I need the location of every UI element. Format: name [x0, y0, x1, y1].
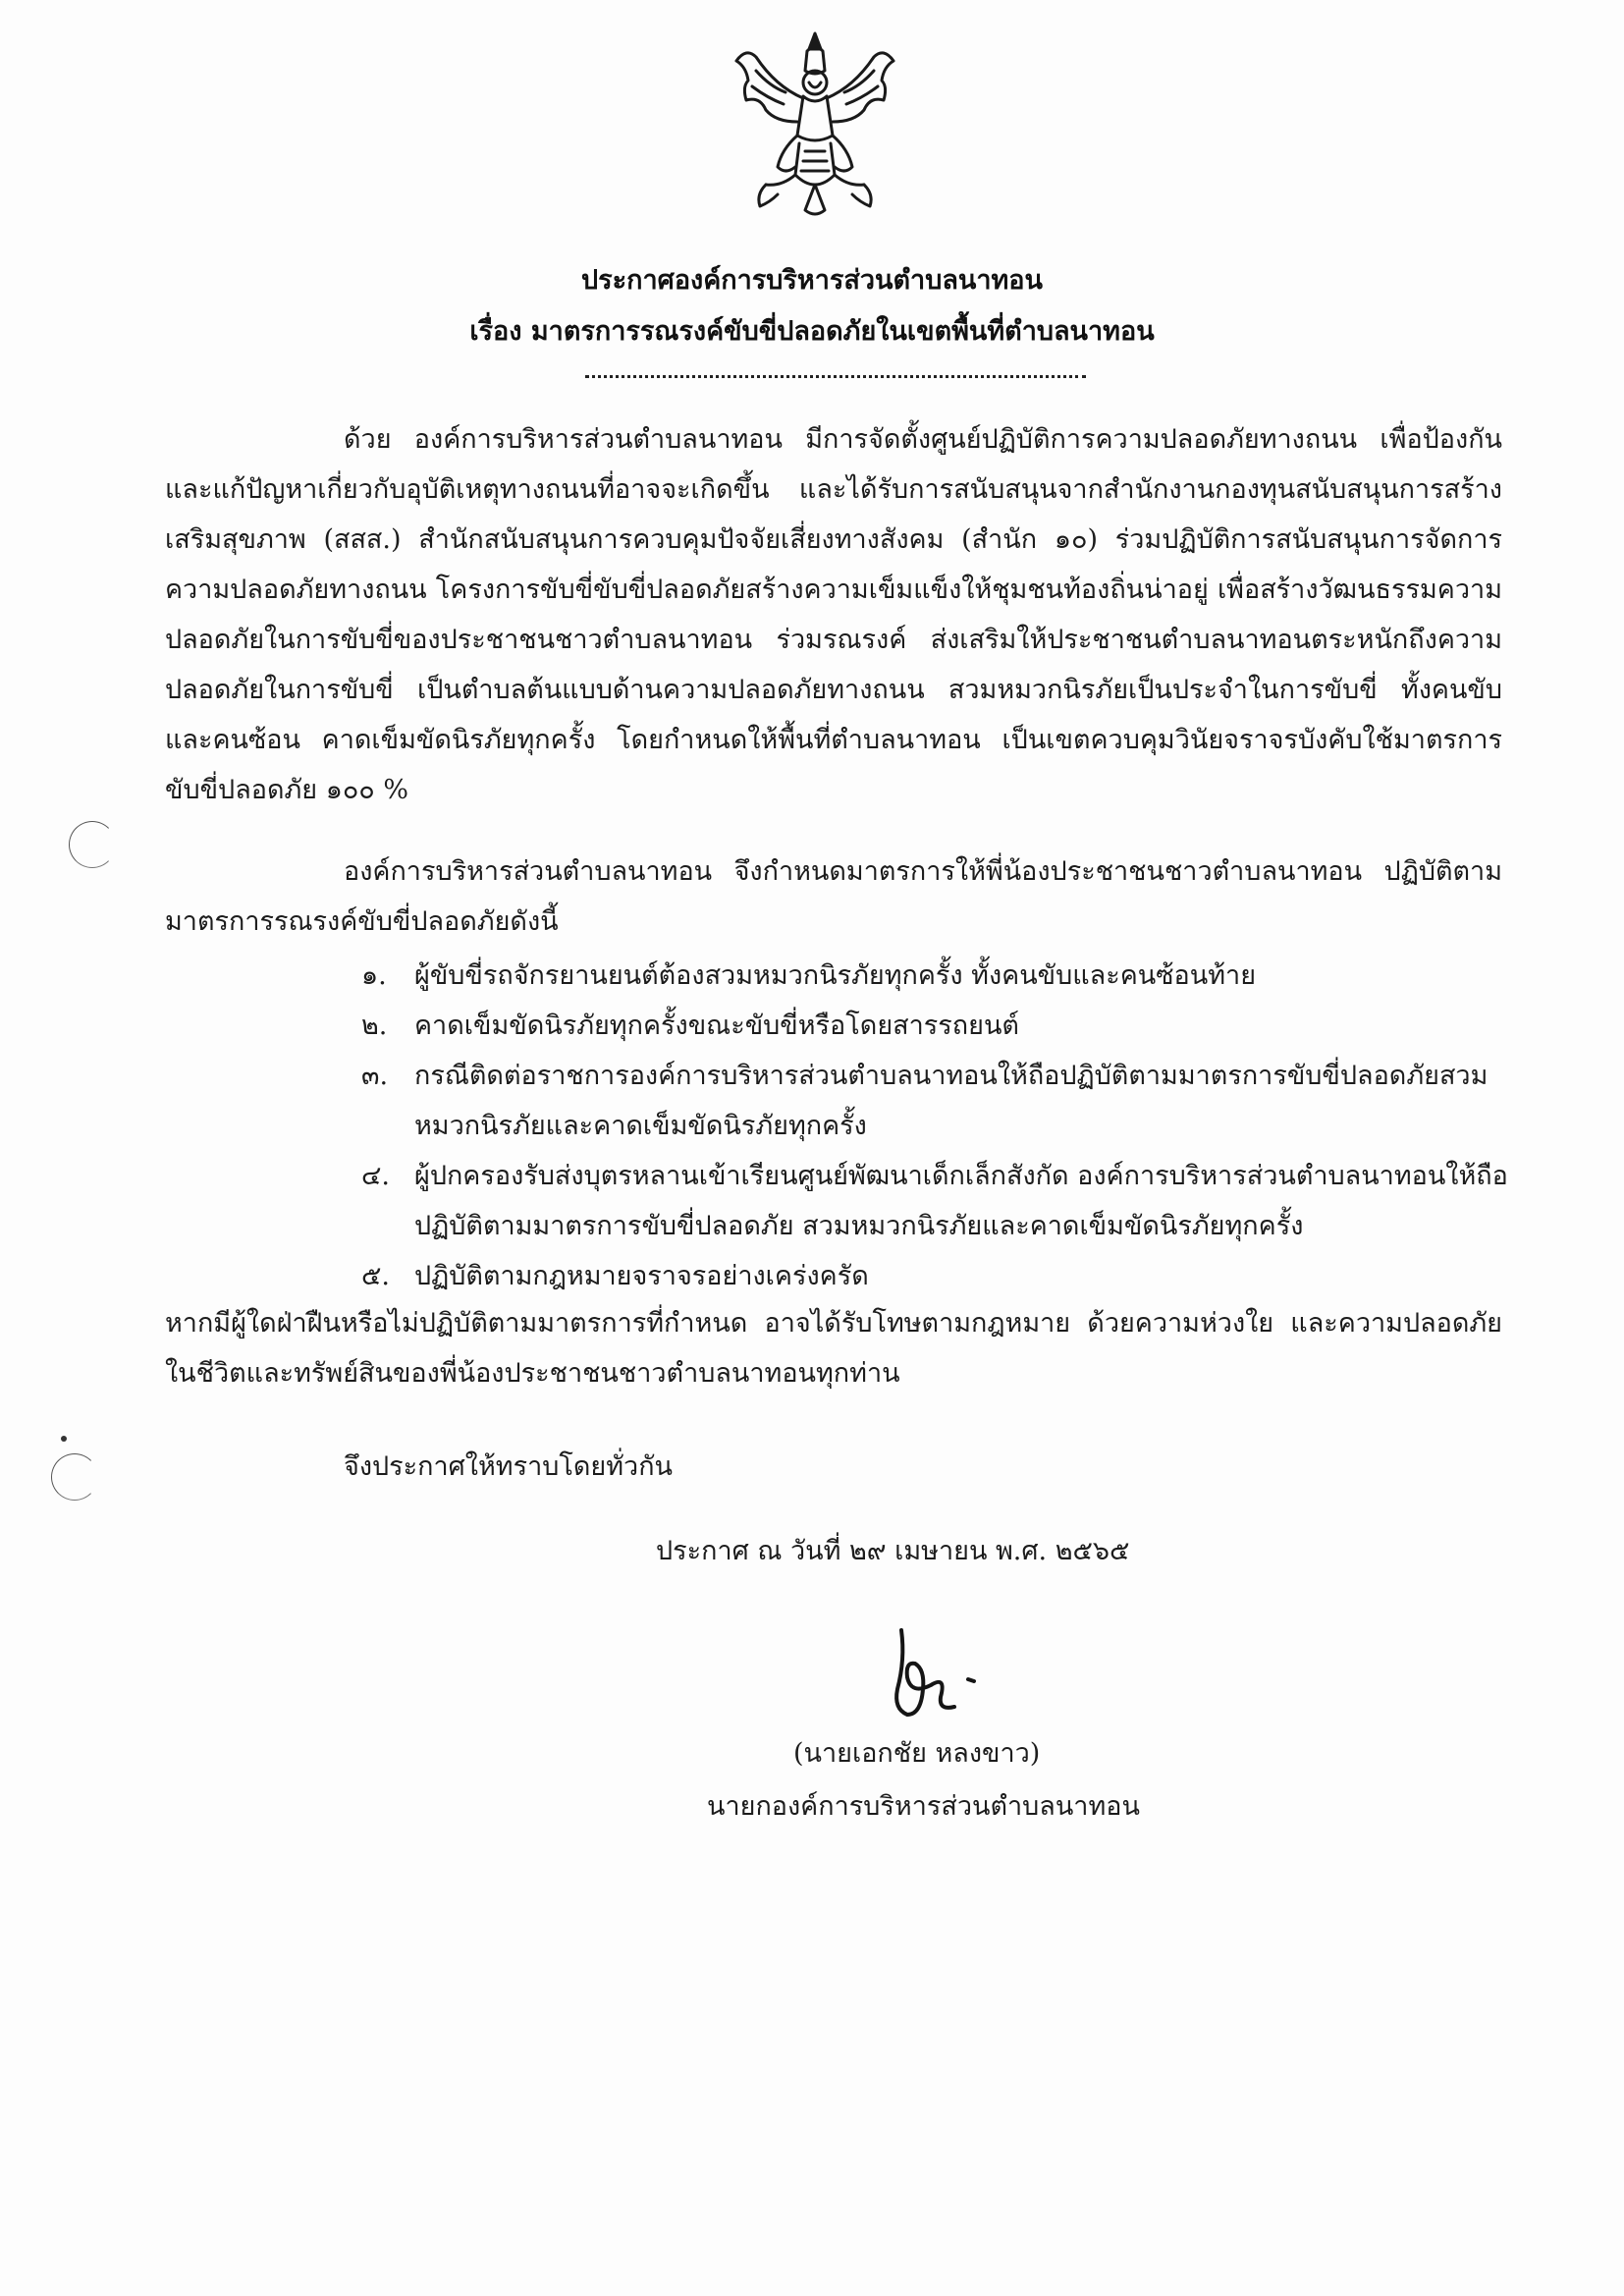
- list-item-number: ๑.: [361, 960, 387, 991]
- measures-list: [344, 951, 1512, 1301]
- list-item: [344, 1151, 1512, 1251]
- list-item-number: ๕.: [361, 1261, 391, 1291]
- punch-hole-mark: [69, 821, 116, 868]
- announcement-title: ประกาศองค์การบริหารส่วนตำบลนาทอน: [581, 265, 1043, 296]
- signer-name: (นายเอกชัย หลงขาว): [793, 1738, 1041, 1769]
- garuda-emblem-icon: [727, 27, 903, 224]
- list-item: [344, 1051, 1512, 1151]
- list-item-text: ผู้ปกครองรับส่งบุตรหลานเข้าเรียนศูนย์พัฒนาเด็กเล็กสังกัด องค์การบริหารส่วนตำบลนาทอนให้ถือปฏิบัติตามมาตรการขับขี่ปลอดภัย สวมหมวกนิรภัยและคาดเข็มขัดนิรภัยทุกครั้ง: [414, 1161, 1508, 1241]
- list-item-text: ปฏิบัติตามกฎหมายจราจรอย่างเคร่งครัด: [414, 1261, 869, 1291]
- paragraph-closing: จึงประกาศให้ทราบโดยทั่วกัน: [344, 1451, 673, 1482]
- announcement-date: ประกาศ ณ วันที่ ๒๙ เมษายน พ.ศ. ๒๕๖๕: [656, 1536, 1130, 1566]
- list-item-number: ๓.: [361, 1061, 389, 1091]
- dotted-divider: [585, 375, 1086, 378]
- paragraph-penalty: หากมีผู้ใดฝ่าฝืนหรือไม่ปฏิบัติตามมาตรการที่กำหนด อาจได้รับโทษตามกฎหมาย ด้วยความห่วงใย และความปลอดภัยในชีวิตและทรัพย์สินของพี่น้องประชาชนชาวตำบลนาทอนทุกท่าน: [165, 1308, 1502, 1389]
- punch-hole-mark: [51, 1453, 98, 1501]
- list-item: [344, 1001, 1512, 1051]
- list-item-number: ๒.: [361, 1011, 388, 1041]
- paper-speck: [61, 1436, 67, 1442]
- list-item-text: กรณีติดต่อราชการองค์การบริหารส่วนตำบลนาทอนให้ถือปฏิบัติตามมาตรการขับขี่ปลอดภัยสวมหมวกนิรภัยและคาดเข็มขัดนิรภัยทุกครั้ง: [414, 1061, 1489, 1141]
- handwritten-signature-icon: [872, 1620, 1009, 1728]
- list-item-number: ๔.: [361, 1161, 391, 1191]
- paragraph-background: ด้วย องค์การบริหารส่วนตำบลนาทอน มีการจัดตั้งศูนย์ปฏิบัติการความปลอดภัยทางถนน เพื่อป้องกันและแก้ปัญหาเกี่ยวกับอุบัติเหตุทางถนนที่อาจจะเกิดขึ้น และได้รับการสนับสนุนจากสำนักงานกองทุนสนับสนุนการสร้างเสริมสุขภาพ (สสส.) สำนักสนับสนุนการควบคุมปัจจัยเสี่ยงทางสังคม (สำนัก ๑๐) ร่วมปฏิบัติการสนับสนุนการจัดการความปลอดภัยทางถนน โครงการขับขี่ขับขี่ปลอดภัยสร้างความเข็มแข็งให้ชุมชนท้องถิ่นน่าอยู่ เพื่อสร้างวัฒนธรรมความปลอดภัยในการขับขี่ของประชาชนชาวตำบลนาทอน ร่วมรณรงค์ ส่งเสริมให้ประชาชนตำบลนาทอนตระหนักถึงความปลอดภัยในการขับขี่ เป็นตำบลต้นแบบด้านความปลอดภัยทางถนน สวมหมวกนิรภัยเป็นประจำในการขับขี่ ทั้งคนขับและคนซ้อน คาดเข็มขัดนิรภัยทุกครั้ง โดยกำหนดให้พื้นที่ตำบลนาทอน เป็นเขตควบคุมวินัยจราจรบังคับใช้มาตรการขับขี่ปลอดภัย ๑๐๐ %: [165, 424, 1502, 805]
- list-item: [344, 951, 1512, 1001]
- list-item-text: ผู้ขับขี่รถจักรยานยนต์ต้องสวมหมวกนิรภัยทุกครั้ง ทั้งคนขับและคนซ้อนท้าย: [414, 960, 1257, 991]
- signer-position: นายกองค์การบริหารส่วนตำบลนาทอน: [707, 1791, 1140, 1822]
- paragraph-measures-intro: องค์การบริหารส่วนตำบลนาทอน จึงกำหนดมาตรการให้พี่น้องประชาชนชาวตำบลนาทอน ปฏิบัติตามมาตรการรณรงค์ขับขี่ปลอดภัยดังนี้: [165, 856, 1502, 937]
- announcement-subject: เรื่อง มาตรการรณรงค์ขับขี่ปลอดภัยในเขตพื้นที่ตำบลนาทอน: [469, 316, 1155, 347]
- list-item-text: คาดเข็มขัดนิรภัยทุกครั้งขณะขับขี่หรือโดยสารรถยนต์: [414, 1011, 1019, 1041]
- list-item: [344, 1251, 1512, 1301]
